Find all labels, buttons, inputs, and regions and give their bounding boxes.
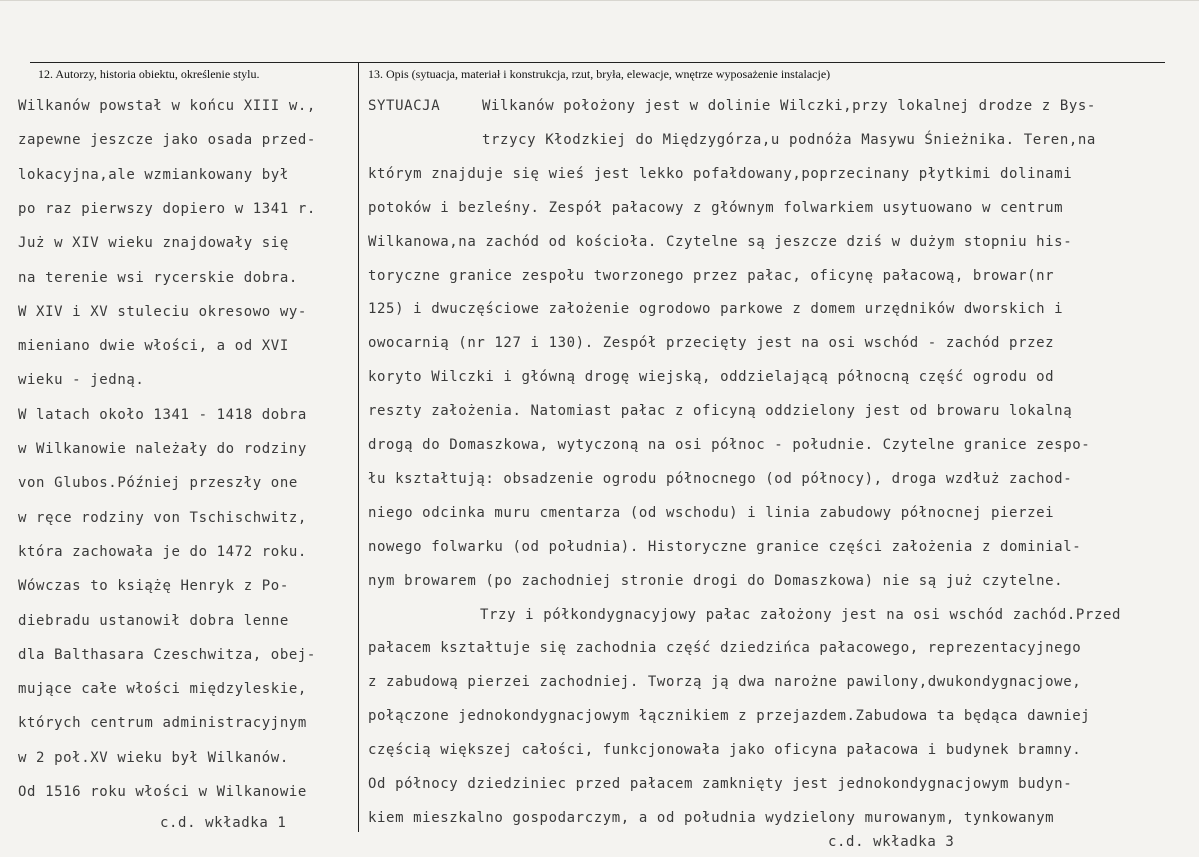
- history-line: mujące całe włości międzyleskie,: [18, 681, 307, 698]
- right-continuation-note: c.d. wkładka 3: [828, 834, 955, 850]
- column-divider: [358, 62, 359, 832]
- history-line: zapewne jeszcze jako osada przed-: [18, 132, 316, 149]
- history-line: która zachowała je do 1472 roku.: [18, 543, 307, 560]
- description-line: pałacem kształtuje się zachodnia część dziedzińca pałacowego, reprezentacyjnego: [368, 640, 1082, 657]
- history-line: wieku - jedną.: [18, 372, 145, 389]
- description-line: Wilkanów położony jest w dolinie Wilczki,przy lokalnej drodze z Bys-: [482, 98, 1096, 114]
- section-12-header: 12. Autorzy, historia obiektu, określenie stylu.: [38, 67, 260, 81]
- history-line: von Glubos.Później przeszły one: [18, 475, 298, 492]
- history-line: w 2 poł.XV wieku był Wilkanów.: [18, 749, 289, 766]
- history-line: dla Balthasara Czeschwitza, obej-: [18, 646, 316, 663]
- left-continuation-note: c.d. wkładka 1: [160, 815, 287, 831]
- description-line: kiem mieszkalno gospodarczym, a od południa wydzielony murowanym, tynkowanym: [368, 809, 1055, 826]
- history-line: Wówczas to książę Henryk z Po-: [18, 578, 289, 595]
- top-rule: [30, 62, 1165, 63]
- description-line: Trzy i półkondygnacyjowy pałac założony jest na osi wschód zachód.Przed: [480, 606, 1122, 623]
- description-line: niego odcinka muru cmentarza (od wschodu) i linia zabudowy północnej pierzei: [368, 504, 1055, 521]
- description-line: Wilkanowa,na zachód od kościoła. Czytelne są jeszcze dziś w dużym stopniu his-: [368, 233, 1073, 250]
- description-line: trzycy Kłodzkiej do Międzygórza,u podnóża Masywu Śnieżnika. Teren,na: [482, 131, 1096, 148]
- history-line: w ręce rodziny von Tschischwitz,: [18, 509, 307, 526]
- description-line: potoków i bezleśny. Zespół pałacowy z głównym folwarkiem usytuowano w centrum: [368, 199, 1064, 216]
- description-line: którym znajduje się wieś jest lekko pofałdowany,poprzecinany płytkimi dolinami: [368, 165, 1073, 182]
- history-line: diebradu ustanowił dobra lenne: [18, 612, 289, 629]
- history-line: Wilkanów powstał w końcu XIII w.,: [18, 98, 316, 114]
- description-line: z zabudową pierzei zachodniej. Tworzą ją dwa narożne pawilony,dwukondygnacjowe,: [368, 674, 1082, 691]
- history-line: W latach około 1341 - 1418 dobra: [18, 406, 307, 423]
- description-line: owocarnią (nr 127 i 130). Zespół przecięty jest na osi wschód - zachód przez: [368, 335, 1055, 352]
- description-line: reszty założenia. Natomiast pałac z oficyną oddzielony jest od browaru lokalną: [368, 403, 1073, 420]
- history-line: w Wilkanowie należały do rodziny: [18, 441, 307, 457]
- description-line: częścią większej całości, funkcjonowała jako oficyna pałacowa i budynek bramny.: [368, 742, 1082, 759]
- situation-label: SYTUACJA: [368, 98, 441, 114]
- history-line: mieniano dwie włości, a od XVI: [18, 338, 289, 355]
- history-line: Od 1516 roku włości w Wilkanowie: [18, 784, 307, 800]
- history-line: W XIV i XV stuleciu okresowo wy-: [18, 303, 307, 320]
- section-13-header: 13. Opis (sytuacja, materiał i konstrukcja, rzut, bryła, elewacje, wnętrze wyposażenie instalacje): [368, 67, 831, 81]
- description-line: połączone jednokondygnacjowym łącznikiem z przejazdem.Zabudowa ta będąca dawniej: [368, 708, 1091, 725]
- history-line: Już w XIV wieku znajdowały się: [18, 235, 289, 252]
- description-line: toryczne granice zespołu tworzonego przez pałac, oficynę pałacową, browar(nr: [368, 267, 1055, 284]
- description-line: nym browarem (po zachodniej stronie drogi do Domaszkowa) nie są już czytelne.: [368, 572, 1064, 589]
- history-line: na terenie wsi rycerskie dobra.: [18, 269, 298, 286]
- description-line: Od północy dziedziniec przed pałacem zamknięty jest jednokondygnacjowym budyn-: [368, 776, 1073, 792]
- history-line: po raz pierwszy dopiero w 1341 r.: [18, 200, 316, 217]
- description-line: 125) i dwuczęściowe założenie ogrodowo parkowe z domem urzędników dworskich i: [368, 301, 1064, 318]
- history-line: lokacyjna,ale wzmiankowany był: [18, 166, 289, 183]
- description-line: nowego folwarku (od południa). Historyczne granice części założenia z dominial-: [368, 538, 1082, 555]
- description-line: łu kształtują: obsadzenie ogrodu północnego (od północy), droga wzdłuż zachod-: [368, 470, 1073, 487]
- description-line: drogą do Domaszkowa, wytyczoną na osi północ - południe. Czytelne granice zespo-: [368, 437, 1091, 453]
- history-line: których centrum administracyjnym: [18, 715, 307, 732]
- description-line: koryto Wilczki i główną drogę wiejską, oddzielającą północną część ogrodu od: [368, 369, 1055, 386]
